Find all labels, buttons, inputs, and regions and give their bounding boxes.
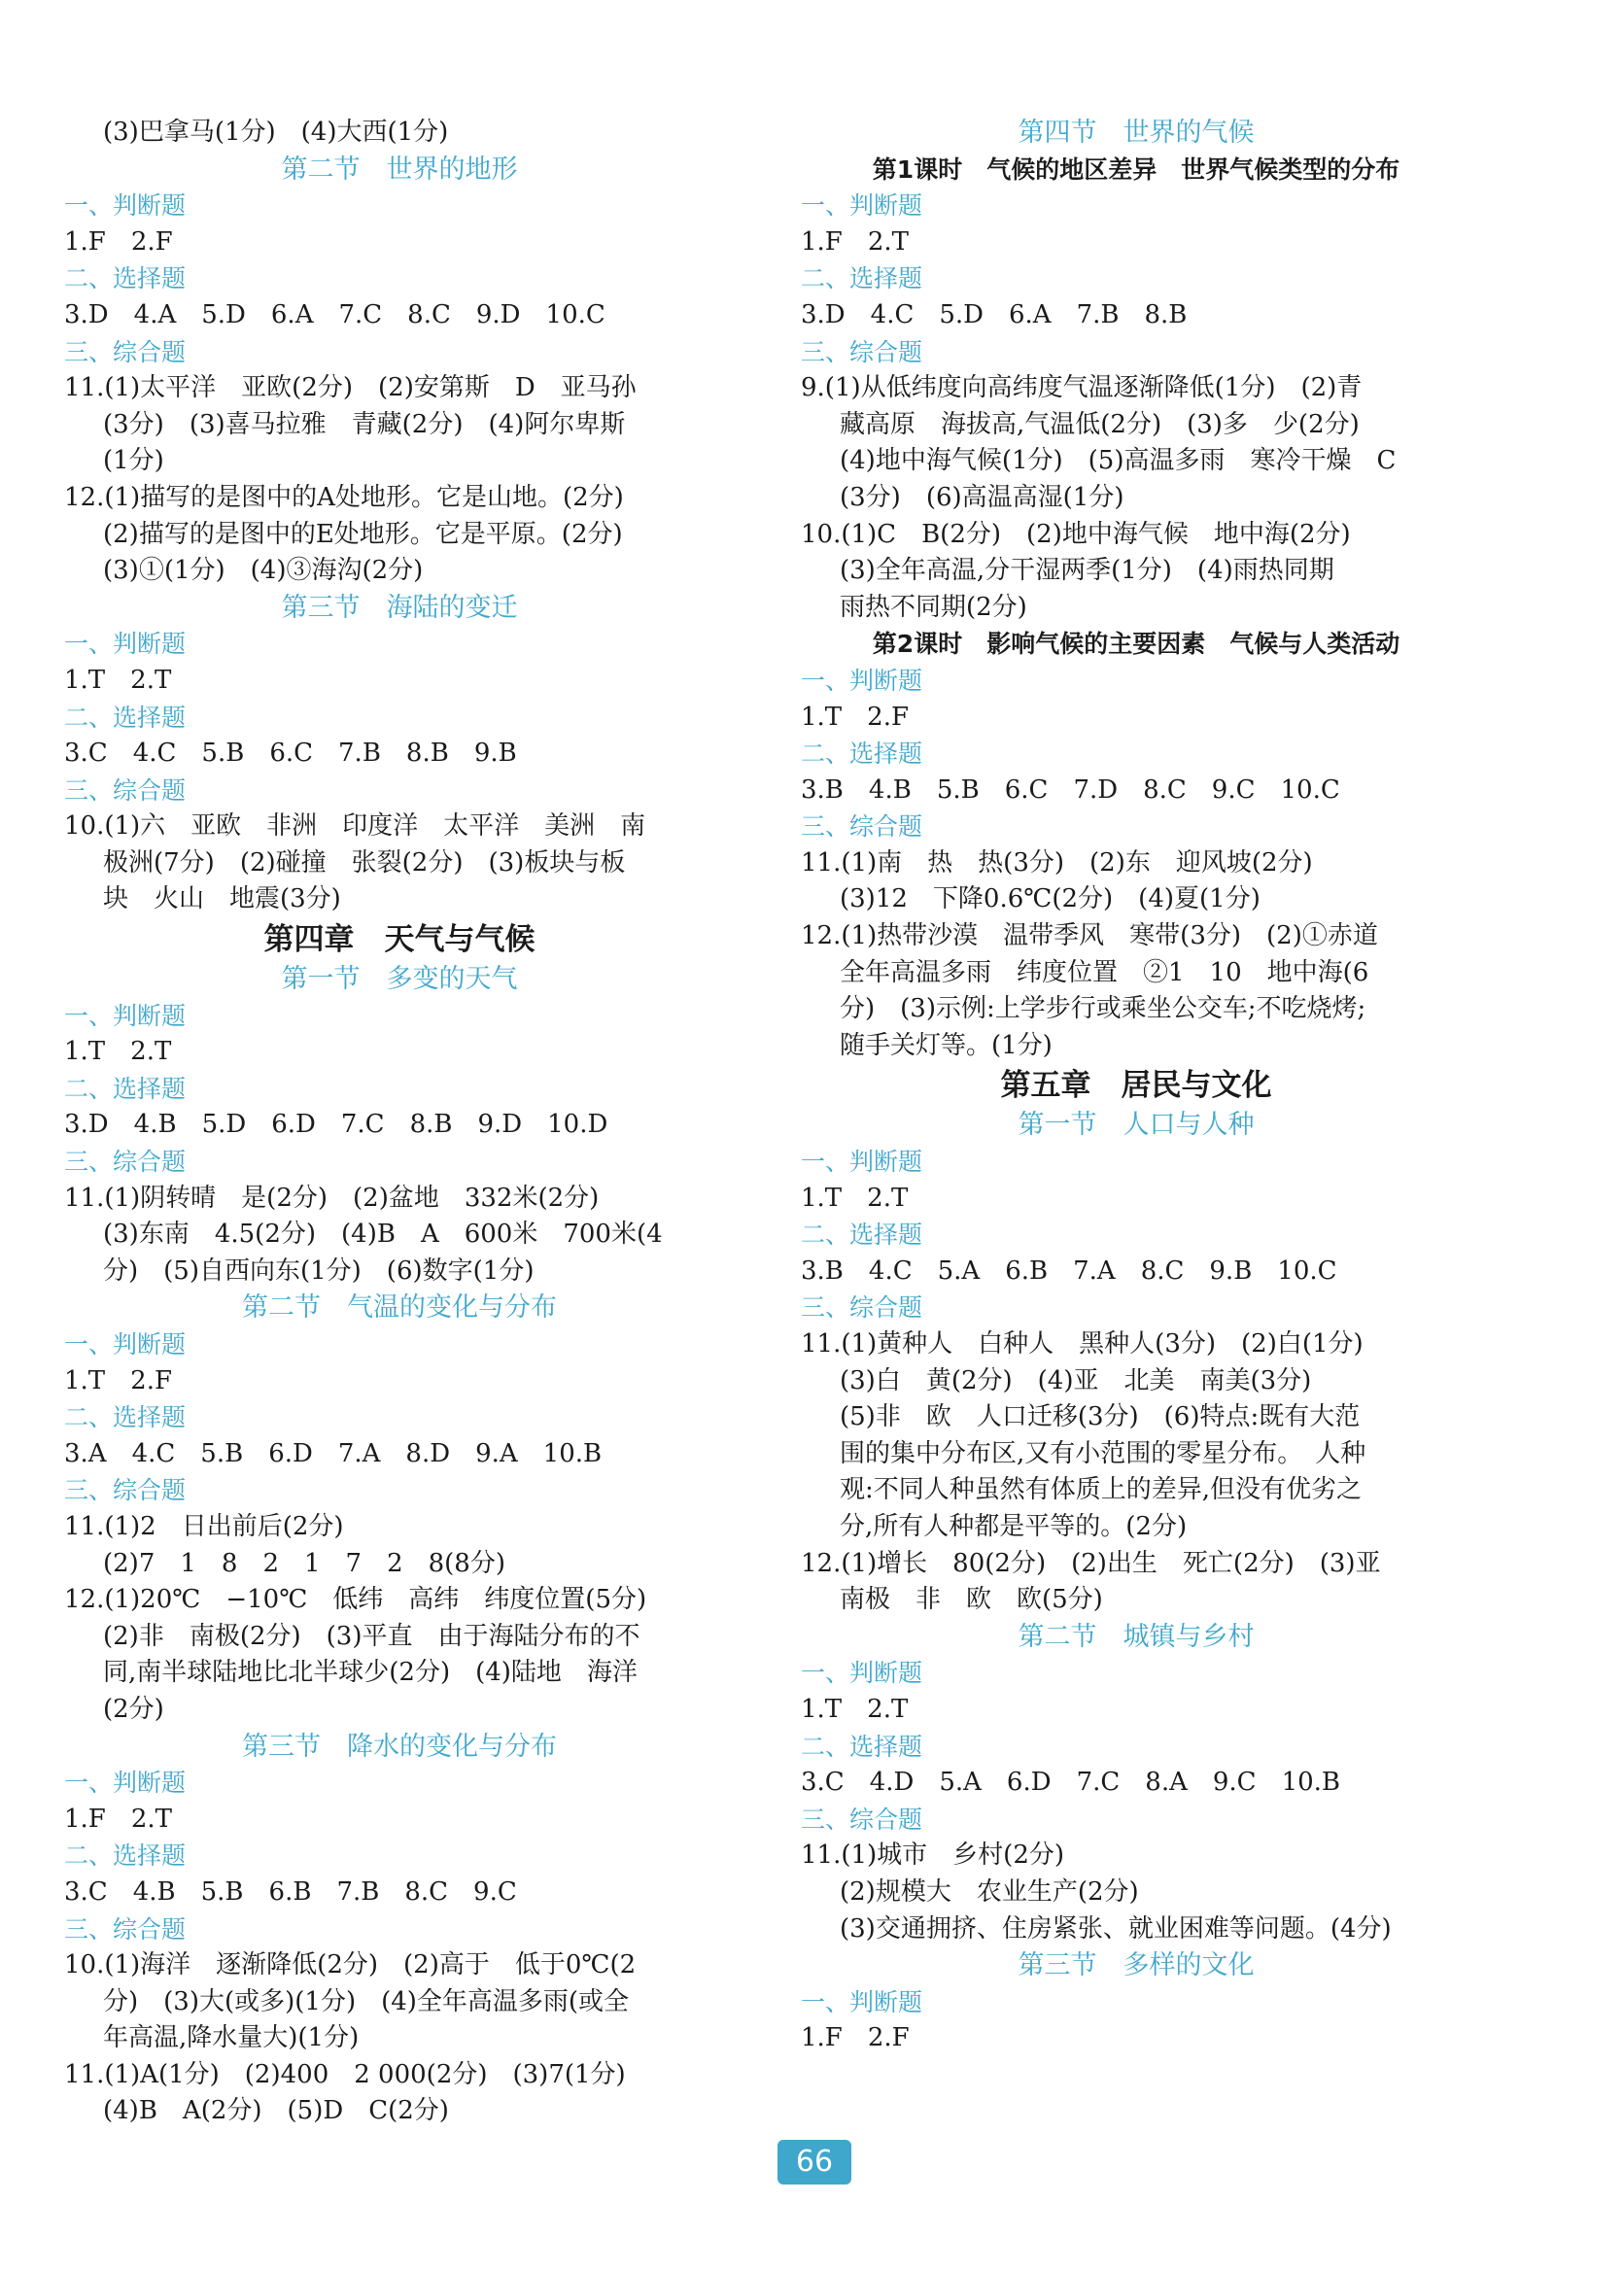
answer-line: 随手关灯等。(1分) (840, 1030, 1053, 1060)
answer-line: 11.(1)南 热 热(3分) (2)东 迎风坡(2分) (801, 847, 1313, 877)
question-category: 二、选择题 (64, 1403, 187, 1432)
answer-line: 分) (5)自西向东(1分) (6)数字(1分) (103, 1256, 535, 1286)
answer-line: 南极 非 欧 欧(5分) (840, 1585, 1103, 1615)
answer-line: 雨热不同期(2分) (840, 592, 1027, 622)
answer-line: 11.(1)黄种人 白种人 黑种人(3分) (2)白(1分) (801, 1329, 1364, 1359)
answer-line: 11.(1)2 日出前后(2分) (64, 1511, 344, 1541)
question-category: 一、判断题 (64, 191, 187, 221)
question-category: 一、判断题 (801, 1987, 923, 2016)
answer-line: 1.F 2.F (801, 2023, 910, 2053)
question-category: 二、选择题 (801, 740, 923, 769)
question-category: 一、判断题 (64, 630, 187, 659)
answer-line: 极洲(7分) (2)碰撞 张裂(2分) (3)板块与板 (103, 847, 626, 877)
answer-line: (3)全年高温,分干湿两季(1分) (4)雨热同期 (840, 556, 1334, 586)
question-category: 一、判断题 (801, 666, 923, 695)
answer-line: 3.C 4.B 5.B 6.B 7.B 8.C 9.C (64, 1876, 517, 1907)
answer-line: (3)①(1分) (4)③海沟(2分) (103, 556, 424, 586)
answer-line: 11.(1)阴转晴 是(2分) (2)盆地 332米(2分) (64, 1183, 600, 1213)
section-title: 第二节 气温的变化与分布 (242, 1292, 557, 1324)
answer-line: 3.B 4.C 5.A 6.B 7.A 8.C 9.B 10.C (801, 1256, 1337, 1286)
answer-line: 10.(1)海洋 逐渐降低(2分) (2)高于 低于0℃(2 (64, 1950, 637, 1980)
answer-line: 3.B 4.B 5.B 6.C 7.D 8.C 9.C 10.C (801, 774, 1340, 805)
answer-line: 1.F 2.T (801, 226, 909, 257)
section-title: 第三节 多样的文化 (1018, 1950, 1255, 1981)
answer-line: 3.D 4.B 5.D 6.D 7.C 8.B 9.D 10.D (64, 1110, 608, 1140)
answer-line: 1.F 2.F (64, 226, 173, 257)
question-category: 三、综合题 (801, 812, 923, 842)
question-category: 二、选择题 (64, 703, 187, 732)
section-title: 第四节 世界的气候 (1018, 118, 1255, 148)
page-number: 66 (777, 2140, 851, 2185)
answer-line: 9.(1)从低纬度向高纬度气温逐渐降低(1分) (2)青 (801, 373, 1363, 403)
question-category: 二、选择题 (801, 264, 923, 293)
question-category: 一、判断题 (801, 1659, 923, 1688)
lesson-title: 第1课时 气候的地区差异 世界气候类型的分布 (872, 155, 1400, 184)
question-category: 三、综合题 (801, 1805, 923, 1834)
answer-line: (1分) (103, 446, 164, 476)
answer-line: 12.(1)热带沙漠 温带季风 寒带(3分) (2)①赤道 (801, 921, 1378, 951)
question-category: 三、综合题 (64, 775, 187, 805)
answer-line: (3)12 下降0.6℃(2分) (4)夏(1分) (840, 884, 1261, 914)
section-title: 第三节 海陆的变迁 (281, 592, 518, 623)
question-category: 三、综合题 (64, 1914, 187, 1944)
answer-line: (2)规模大 农业生产(2分) (840, 1876, 1139, 1907)
answer-line: 块 火山 地震(3分) (103, 884, 341, 914)
question-category: 一、判断题 (64, 1769, 187, 1798)
answer-line: 年高温,降水量大)(1分) (103, 2023, 360, 2053)
answer-line: (2)7 1 8 2 1 7 2 8(8分) (103, 1548, 505, 1578)
answer-line: 3.A 4.C 5.B 6.D 7.A 8.D 9.A 10.B (64, 1438, 603, 1468)
answer-line: 1.T 2.T (801, 1183, 909, 1213)
answer-line: 藏高原 海拔高,气温低(2分) (3)多 少(2分) (840, 409, 1360, 439)
section-title: 第一节 多变的天气 (281, 964, 518, 995)
answer-line: (3)东南 4.5(2分) (4)B A 600米 700米(4 (103, 1220, 663, 1250)
question-category: 三、综合题 (64, 1148, 187, 1177)
answer-line: 1.T 2.T (801, 1694, 909, 1724)
answer-line: (3)交通拥挤、住房紧张、就业困难等问题。(4分) (840, 1913, 1392, 1944)
answer-line: 11.(1)太平洋 亚欧(2分) (2)安第斯 D 亚马孙 (64, 373, 637, 403)
answer-line: 11.(1)城市 乡村(2分) (801, 1841, 1065, 1871)
lesson-title: 第2课时 影响气候的主要因素 气候与人类活动 (872, 630, 1400, 659)
left-column (64, 115, 735, 2130)
question-category: 三、综合题 (801, 1293, 923, 1323)
section-title: 第二节 世界的地形 (281, 154, 518, 185)
question-category: 一、判断题 (801, 1148, 923, 1177)
answer-line: 3.C 4.C 5.B 6.C 7.B 8.B 9.B (64, 739, 517, 769)
question-category: 二、选择题 (64, 1841, 187, 1871)
question-category: 二、选择题 (64, 1074, 187, 1103)
answer-line: 3.D 4.A 5.D 6.A 7.C 8.C 9.D 10.C (64, 299, 605, 329)
answer-line: 12.(1)描写的是图中的A处地形。它是山地。(2分) (64, 482, 624, 512)
answer-line: 1.T 2.T (64, 1037, 172, 1067)
question-category: 二、选择题 (801, 1221, 923, 1250)
chapter-title: 第五章 居民与文化 (1000, 1068, 1272, 1104)
question-category: 三、综合题 (64, 1476, 187, 1505)
answer-line: (3分) (3)喜马拉雅 青藏(2分) (4)阿尔卑斯 (103, 409, 626, 439)
answer-line: 3.D 4.C 5.D 6.A 7.B 8.B (801, 299, 1188, 329)
answer-line: (3)白 黄(2分) (4)亚 北美 南美(3分) (840, 1365, 1312, 1395)
answer-line: (3)巴拿马(1分) (4)大西(1分) (103, 118, 449, 147)
question-category: 三、综合题 (801, 337, 923, 366)
answer-line: 1.T 2.F (801, 702, 909, 732)
answer-line: 1.F 2.T (64, 1804, 172, 1834)
answer-line: (4)地中海气候(1分) (5)高温多雨 寒冷干燥 C (840, 446, 1397, 476)
question-category: 一、判断题 (801, 191, 923, 221)
answer-line: (2)描写的是图中的E处地形。它是平原。(2分) (103, 519, 623, 549)
answer-line: 分) (3)大(或多)(1分) (4)全年高温多雨(或全 (103, 1986, 630, 2016)
answer-line: (4)B A(2分) (5)D C(2分) (103, 2096, 449, 2126)
answer-line: 同,南半球陆地比北半球少(2分) (4)陆地 海洋 (103, 1658, 638, 1688)
section-title: 第三节 降水的变化与分布 (242, 1731, 557, 1762)
answer-line: 10.(1)六 亚欧 非洲 印度洋 太平洋 美洲 南 (64, 811, 646, 842)
answer-line: 围的集中分布区,又有小范围的零星分布。 人种 (840, 1438, 1366, 1468)
answer-line: 12.(1)增长 80(2分) (2)出生 死亡(2分) (3)亚 (801, 1548, 1381, 1578)
answer-line: (5)非 欧 人口迁移(3分) (6)特点:既有大范 (840, 1402, 1361, 1432)
answer-line: (3分) (6)高温高湿(1分) (840, 482, 1124, 512)
answer-line: 3.C 4.D 5.A 6.D 7.C 8.A 9.C 10.B (801, 1768, 1341, 1798)
section-title: 第一节 人口与人种 (1018, 1110, 1255, 1141)
question-category: 一、判断题 (64, 1001, 187, 1030)
question-category: 二、选择题 (801, 1732, 923, 1761)
answer-line: 分) (3)示例:上学步行或乘坐公交车;不吃烧烤; (840, 994, 1366, 1024)
answer-line: (2)非 南极(2分) (3)平直 由于海陆分布的不 (103, 1621, 640, 1651)
chapter-title: 第四章 天气与气候 (263, 922, 536, 958)
answer-line: 10.(1)C B(2分) (2)地中海气候 地中海(2分) (801, 519, 1351, 549)
answer-line: 1.T 2.F (64, 1365, 172, 1395)
right-column (801, 115, 1471, 2057)
question-category: 二、选择题 (64, 264, 187, 293)
answer-line: 1.T 2.T (64, 665, 172, 695)
section-title: 第二节 城镇与乡村 (1018, 1621, 1255, 1652)
answer-line: (2分) (103, 1694, 164, 1724)
answer-line: 11.(1)A(1分) (2)400 2 000(2分) (3)7(1分) (64, 2059, 626, 2089)
answer-line: 分,所有人种都是平等的。(2分) (840, 1511, 1188, 1541)
answer-line: 观:不同人种虽然有体质上的差异,但没有优劣之 (840, 1475, 1363, 1505)
answer-line: 12.(1)20℃ −10℃ 低纬 高纬 纬度位置(5分) (64, 1585, 647, 1615)
answer-line: 全年高温多雨 纬度位置 ②1 10 地中海(6 (840, 957, 1369, 987)
question-category: 一、判断题 (64, 1330, 187, 1359)
question-category: 三、综合题 (64, 337, 187, 366)
